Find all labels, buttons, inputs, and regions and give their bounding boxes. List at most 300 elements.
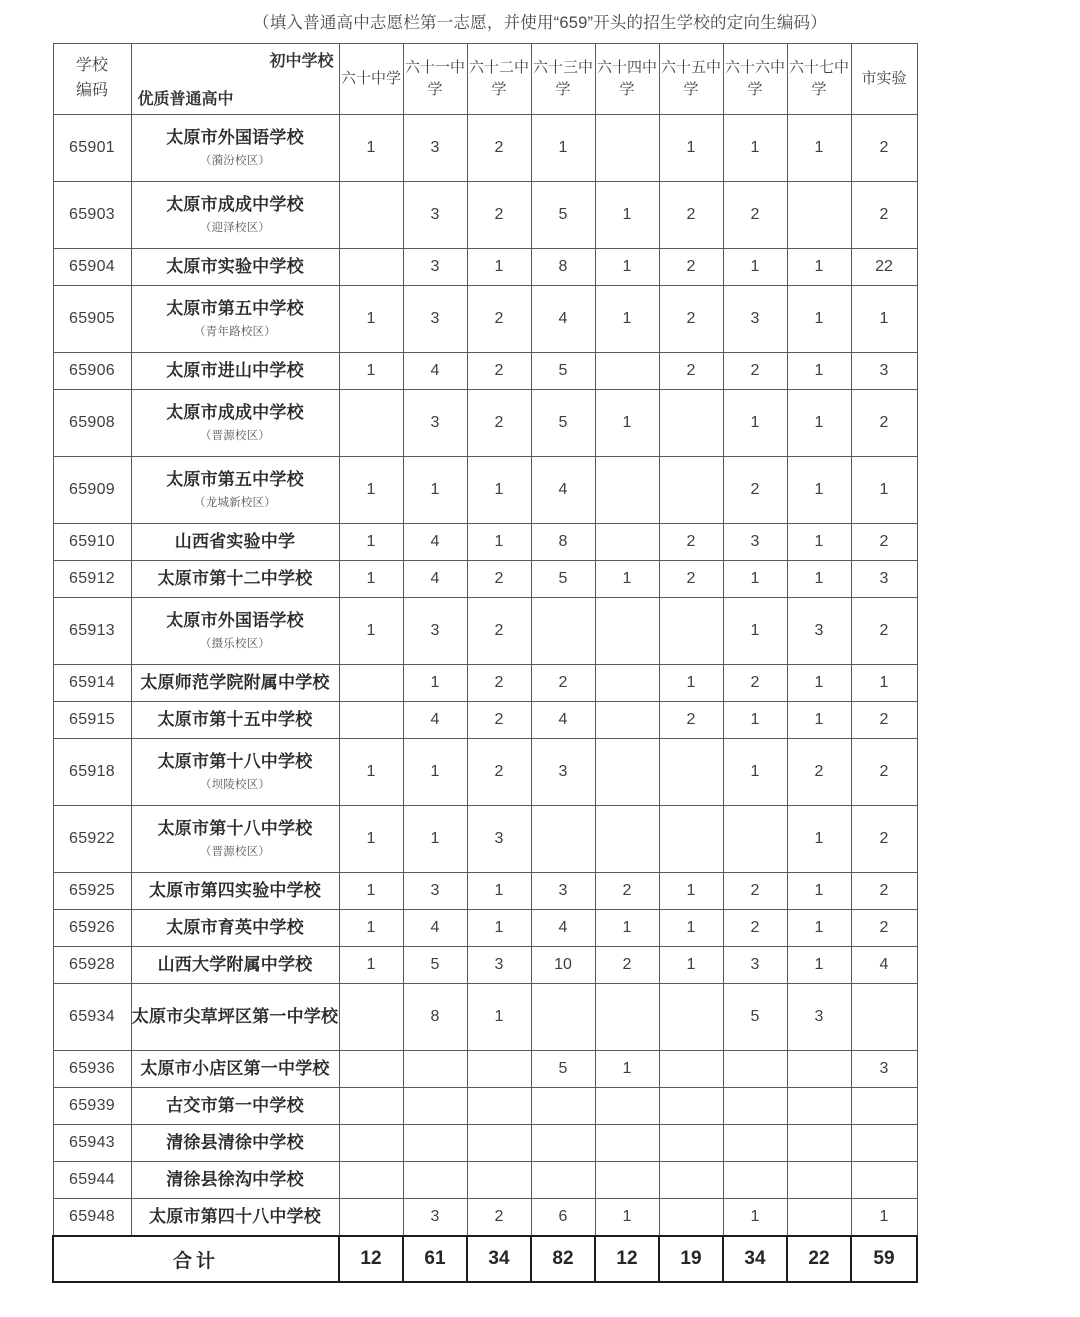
table-container [0,43,1080,1283]
cell-quota-c0: 1 [339,115,403,182]
cell-quota-c3: 6 [531,1199,595,1237]
cell-school-code: 65913 [53,598,131,665]
table-row [53,1088,917,1125]
cell-school-name [131,665,339,702]
cell-quota-c0: 1 [339,806,403,873]
cell-quota-c1: 1 [403,457,467,524]
school-name-text: 太原市第十八中学校 [157,818,313,838]
cell-quota-c2: 2 [467,353,531,390]
cell-quota-c2: 2 [467,665,531,702]
cell-quota-c8: 1 [851,457,917,524]
cell-quota-c2: 2 [467,115,531,182]
cell-school-code: 65939 [53,1088,131,1125]
school-name-text: 太原市小店区第一中学校 [140,1058,330,1078]
header-col-0: 六十中学 [339,44,403,115]
cell-quota-c4 [595,739,659,806]
cell-quota-c7 [787,182,851,249]
cell-school-name [131,115,339,182]
cell-school-name [131,873,339,910]
cell-school-code: 65948 [53,1199,131,1237]
school-name-text: 太原市成成中学校 [166,402,304,422]
cell-quota-c7: 1 [787,249,851,286]
total-label: 合计 [53,1236,339,1282]
cell-quota-c2: 1 [467,984,531,1051]
cell-quota-c7: 1 [787,115,851,182]
cell-school-name [131,947,339,984]
cell-quota-c8 [851,1125,917,1162]
cell-quota-c6: 1 [723,739,787,806]
cell-quota-c6: 5 [723,984,787,1051]
table-row [53,249,917,286]
cell-quota-c0: 1 [339,739,403,806]
cell-quota-c8 [851,984,917,1051]
school-name-text: 太原市外国语学校 [166,610,304,630]
cell-school-code: 65934 [53,984,131,1051]
cell-school-name [131,806,339,873]
cell-quota-c2: 1 [467,910,531,947]
cell-quota-c0: 1 [339,524,403,561]
cell-quota-c4 [595,702,659,739]
table-row [53,702,917,739]
table-row [53,598,917,665]
cell-quota-c5: 1 [659,910,723,947]
cell-quota-c4 [595,598,659,665]
cell-school-code: 65936 [53,1051,131,1088]
cell-quota-c2: 2 [467,702,531,739]
header-col-4: 六十四中学 [595,44,659,115]
school-name-text: 山西大学附属中学校 [157,954,313,974]
table-row [53,390,917,457]
cell-school-name [131,561,339,598]
cell-quota-c7 [787,1125,851,1162]
cell-school-code: 65943 [53,1125,131,1162]
cell-school-name [131,1199,339,1237]
cell-quota-c1: 4 [403,910,467,947]
cell-quota-c4 [595,806,659,873]
cell-quota-c2 [467,1088,531,1125]
cell-quota-c3 [531,1125,595,1162]
cell-school-code: 65928 [53,947,131,984]
school-name-text: 太原市第四十八中学校 [149,1206,321,1226]
cell-quota-c2: 1 [467,873,531,910]
school-campus-text: （龙城新校区） [194,497,276,510]
cell-school-name [131,702,339,739]
cell-quota-c8: 2 [851,873,917,910]
cell-quota-c4 [595,665,659,702]
cell-quota-c1: 4 [403,524,467,561]
cell-quota-c7 [787,1199,851,1237]
cell-school-code: 65944 [53,1162,131,1199]
cell-quota-c3: 5 [531,390,595,457]
table-foot [53,1236,917,1282]
table-row [53,286,917,353]
cell-quota-c5: 1 [659,873,723,910]
cell-quota-c7: 1 [787,524,851,561]
cell-quota-c3: 5 [531,353,595,390]
cell-quota-c2: 2 [467,598,531,665]
cell-quota-c7: 2 [787,739,851,806]
cell-quota-c7: 1 [787,665,851,702]
cell-quota-c0 [339,249,403,286]
cell-quota-c3 [531,984,595,1051]
cell-quota-c0: 1 [339,873,403,910]
cell-quota-c6: 1 [723,702,787,739]
school-name-text: 太原市实验中学校 [166,256,304,276]
cell-quota-c3: 3 [531,739,595,806]
cell-quota-c7: 1 [787,457,851,524]
cell-school-code: 65918 [53,739,131,806]
cell-quota-c1: 8 [403,984,467,1051]
cell-quota-c0 [339,665,403,702]
header-junior-school-label: 初中学校 [269,53,334,70]
cell-quota-c1: 3 [403,249,467,286]
school-name-text: 太原市第十五中学校 [157,709,313,729]
cell-quota-c4 [595,984,659,1051]
header-row [53,44,917,115]
school-name-text: 太原市第十二中学校 [157,568,313,588]
cell-quota-c2: 3 [467,947,531,984]
cell-quota-c2: 1 [467,457,531,524]
cell-quota-c1 [403,1162,467,1199]
total-value-c3: 82 [531,1236,595,1282]
cell-quota-c5: 2 [659,702,723,739]
cell-quota-c0: 1 [339,910,403,947]
cell-school-code: 65915 [53,702,131,739]
cell-school-name [131,524,339,561]
cell-school-name [131,286,339,353]
cell-school-name [131,1162,339,1199]
table-row [53,665,917,702]
table-row [53,910,917,947]
cell-school-code: 65904 [53,249,131,286]
cell-quota-c3 [531,806,595,873]
cell-quota-c2 [467,1125,531,1162]
cell-quota-c6: 2 [723,665,787,702]
cell-quota-c8: 22 [851,249,917,286]
header-col-1: 六十一中学 [403,44,467,115]
cell-quota-c5: 2 [659,249,723,286]
cell-quota-c5 [659,390,723,457]
cell-quota-c3: 1 [531,115,595,182]
total-value-c2: 34 [467,1236,531,1282]
cell-quota-c8: 2 [851,598,917,665]
cell-quota-c7: 3 [787,984,851,1051]
header-col-6: 六十六中学 [723,44,787,115]
cell-quota-c6: 1 [723,249,787,286]
cell-quota-c8: 4 [851,947,917,984]
cell-school-name [131,390,339,457]
cell-quota-c1: 3 [403,873,467,910]
cell-quota-c1 [403,1051,467,1088]
cell-quota-c3 [531,1088,595,1125]
table-row [53,984,917,1051]
table-row [53,115,917,182]
table-row [53,1162,917,1199]
cell-quota-c3: 5 [531,182,595,249]
cell-quota-c8: 1 [851,665,917,702]
cell-quota-c1: 3 [403,115,467,182]
cell-quota-c1: 5 [403,947,467,984]
total-value-c6: 34 [723,1236,787,1282]
header-col-3: 六十三中学 [531,44,595,115]
cell-quota-c2: 2 [467,739,531,806]
cell-quota-c6 [723,1088,787,1125]
cell-quota-c8: 2 [851,806,917,873]
school-campus-text: （晋源校区） [199,430,271,443]
cell-quota-c6: 2 [723,182,787,249]
cell-quota-c8 [851,1088,917,1125]
cell-quota-c8 [851,1162,917,1199]
cell-quota-c5 [659,1199,723,1237]
total-value-c8: 59 [851,1236,917,1282]
cell-quota-c6: 3 [723,947,787,984]
cell-school-code: 65910 [53,524,131,561]
cell-quota-c4 [595,457,659,524]
cell-quota-c2: 2 [467,390,531,457]
cell-quota-c4: 1 [595,182,659,249]
cell-quota-c8: 2 [851,524,917,561]
cell-quota-c0 [339,1051,403,1088]
cell-quota-c8: 2 [851,115,917,182]
cell-quota-c7: 1 [787,561,851,598]
cell-quota-c5 [659,457,723,524]
cell-quota-c7: 1 [787,286,851,353]
cell-quota-c4: 1 [595,1051,659,1088]
cell-quota-c3: 4 [531,702,595,739]
cell-quota-c3: 5 [531,561,595,598]
cell-quota-c5: 2 [659,524,723,561]
cell-school-code: 65925 [53,873,131,910]
cell-quota-c4: 1 [595,910,659,947]
cell-quota-c2: 2 [467,1199,531,1237]
cell-quota-c7: 3 [787,598,851,665]
cell-quota-c4: 1 [595,561,659,598]
cell-quota-c2: 2 [467,561,531,598]
school-name-text: 清徐县徐沟中学校 [166,1169,304,1189]
cell-quota-c0 [339,1199,403,1237]
cell-quota-c8: 2 [851,390,917,457]
table-body [53,115,917,1237]
cell-quota-c1: 3 [403,182,467,249]
cell-quota-c0: 1 [339,353,403,390]
table-row [53,806,917,873]
cell-quota-c0: 1 [339,947,403,984]
cell-quota-c8: 2 [851,182,917,249]
cell-quota-c5: 2 [659,561,723,598]
cell-school-name [131,598,339,665]
school-name-text: 太原市第五中学校 [166,469,304,489]
cell-quota-c1: 3 [403,390,467,457]
school-name-text: 山西省实验中学 [174,531,296,551]
header-school-code-line1: 学校 [75,57,108,75]
cell-quota-c8: 2 [851,910,917,947]
cell-quota-c3: 4 [531,457,595,524]
cell-quota-c5: 1 [659,947,723,984]
cell-quota-c2: 2 [467,182,531,249]
cell-quota-c4 [595,1088,659,1125]
cell-quota-c5: 1 [659,665,723,702]
cell-school-code: 65912 [53,561,131,598]
header-col-2: 六十二中学 [467,44,531,115]
table-row [53,947,917,984]
cell-quota-c8: 1 [851,1199,917,1237]
cell-school-code: 65906 [53,353,131,390]
total-value-c5: 19 [659,1236,723,1282]
cell-school-code: 65914 [53,665,131,702]
cell-quota-c6 [723,1162,787,1199]
cell-quota-c1: 1 [403,739,467,806]
cell-school-code: 65926 [53,910,131,947]
total-value-c4: 12 [595,1236,659,1282]
total-row [53,1236,917,1282]
school-name-text: 太原师范学院附属中学校 [140,672,330,692]
school-campus-text: （摄乐校区） [199,638,271,651]
cell-quota-c3: 10 [531,947,595,984]
cell-quota-c6: 1 [723,1199,787,1237]
cell-quota-c0 [339,1162,403,1199]
cell-quota-c7 [787,1162,851,1199]
cell-quota-c6 [723,806,787,873]
cell-quota-c4: 1 [595,390,659,457]
cell-school-code: 65909 [53,457,131,524]
cell-school-code: 65922 [53,806,131,873]
cell-quota-c5 [659,1051,723,1088]
cell-school-code: 65903 [53,182,131,249]
table-row [53,873,917,910]
cell-quota-c5 [659,739,723,806]
cell-quota-c2: 1 [467,524,531,561]
total-value-c7: 22 [787,1236,851,1282]
school-campus-text: （晋源校区） [199,846,271,859]
cell-quota-c7 [787,1088,851,1125]
table-row [53,182,917,249]
cell-quota-c5 [659,1125,723,1162]
cell-quota-c3 [531,1162,595,1199]
cell-quota-c3: 4 [531,910,595,947]
table-head [53,44,917,115]
school-name-text: 古交市第一中学校 [166,1095,304,1115]
table-row [53,739,917,806]
cell-quota-c6 [723,1051,787,1088]
cell-quota-c3: 2 [531,665,595,702]
cell-school-name [131,1088,339,1125]
cell-quota-c3: 8 [531,249,595,286]
page-caption: （填入普通高中志愿栏第一志愿，并使用“659”开头的招生学校的定向生编码） [253,14,827,32]
cell-school-code: 65908 [53,390,131,457]
cell-quota-c5 [659,984,723,1051]
cell-school-name [131,1125,339,1162]
header-corner-cell [131,44,339,115]
cell-quota-c6: 1 [723,561,787,598]
cell-quota-c1: 3 [403,286,467,353]
cell-quota-c8: 3 [851,561,917,598]
cell-quota-c5: 2 [659,353,723,390]
cell-quota-c5: 1 [659,115,723,182]
cell-quota-c0 [339,182,403,249]
cell-quota-c6: 2 [723,873,787,910]
cell-quota-c4: 2 [595,947,659,984]
cell-quota-c6: 2 [723,353,787,390]
cell-quota-c7: 1 [787,873,851,910]
cell-quota-c0 [339,390,403,457]
cell-quota-c7: 1 [787,947,851,984]
cell-quota-c3: 5 [531,1051,595,1088]
cell-school-name [131,182,339,249]
cell-quota-c0: 1 [339,457,403,524]
cell-school-name [131,739,339,806]
header-school-code-line2: 编码 [75,82,108,99]
table-row [53,524,917,561]
table-row [53,353,917,390]
school-name-text: 太原市第五中学校 [166,298,304,318]
table-row [53,1051,917,1088]
school-name-text: 太原市第十八中学校 [157,751,313,771]
school-campus-text: （青年路校区） [194,326,276,339]
cell-quota-c4: 1 [595,286,659,353]
cell-quota-c8: 3 [851,1051,917,1088]
cell-quota-c4: 1 [595,1199,659,1237]
header-col-5: 六十五中学 [659,44,723,115]
header-school-code [53,44,131,115]
school-name-text: 太原市育英中学校 [166,917,304,937]
cell-quota-c5: 2 [659,286,723,353]
cell-quota-c3: 4 [531,286,595,353]
total-value-c1: 61 [403,1236,467,1282]
cell-quota-c5 [659,806,723,873]
header-col-8: 市实验 [851,44,917,115]
cell-school-name [131,353,339,390]
cell-quota-c0 [339,1088,403,1125]
table-row [53,1199,917,1237]
cell-quota-c6: 2 [723,910,787,947]
school-name-text: 太原市第四实验中学校 [149,880,321,900]
school-name-text: 太原市成成中学校 [166,194,304,214]
cell-school-name [131,910,339,947]
cell-quota-c1: 4 [403,561,467,598]
cell-quota-c8: 3 [851,353,917,390]
header-col-7: 六十七中学 [787,44,851,115]
cell-quota-c7: 1 [787,390,851,457]
cell-quota-c0 [339,1125,403,1162]
cell-quota-c6: 1 [723,598,787,665]
cell-school-name [131,457,339,524]
school-campus-text: （坝陵校区） [199,779,271,792]
cell-school-code: 65901 [53,115,131,182]
cell-quota-c0: 1 [339,598,403,665]
cell-quota-c8: 2 [851,739,917,806]
cell-quota-c1: 1 [403,806,467,873]
cell-quota-c6: 1 [723,115,787,182]
cell-quota-c7: 1 [787,702,851,739]
cell-quota-c0: 1 [339,561,403,598]
cell-school-name [131,984,339,1051]
cell-quota-c1: 3 [403,1199,467,1237]
cell-quota-c2 [467,1051,531,1088]
total-value-c0: 12 [339,1236,403,1282]
cell-quota-c6: 3 [723,286,787,353]
cell-quota-c5 [659,598,723,665]
cell-quota-c6: 3 [723,524,787,561]
cell-school-name [131,1051,339,1088]
school-name-text: 太原市外国语学校 [166,127,304,147]
cell-quota-c3: 3 [531,873,595,910]
school-name-text: 太原市进山中学校 [166,360,304,380]
cell-quota-c2: 3 [467,806,531,873]
cell-quota-c1 [403,1125,467,1162]
cell-quota-c2 [467,1162,531,1199]
cell-quota-c1: 3 [403,598,467,665]
school-campus-text: （迎泽校区） [199,222,271,235]
